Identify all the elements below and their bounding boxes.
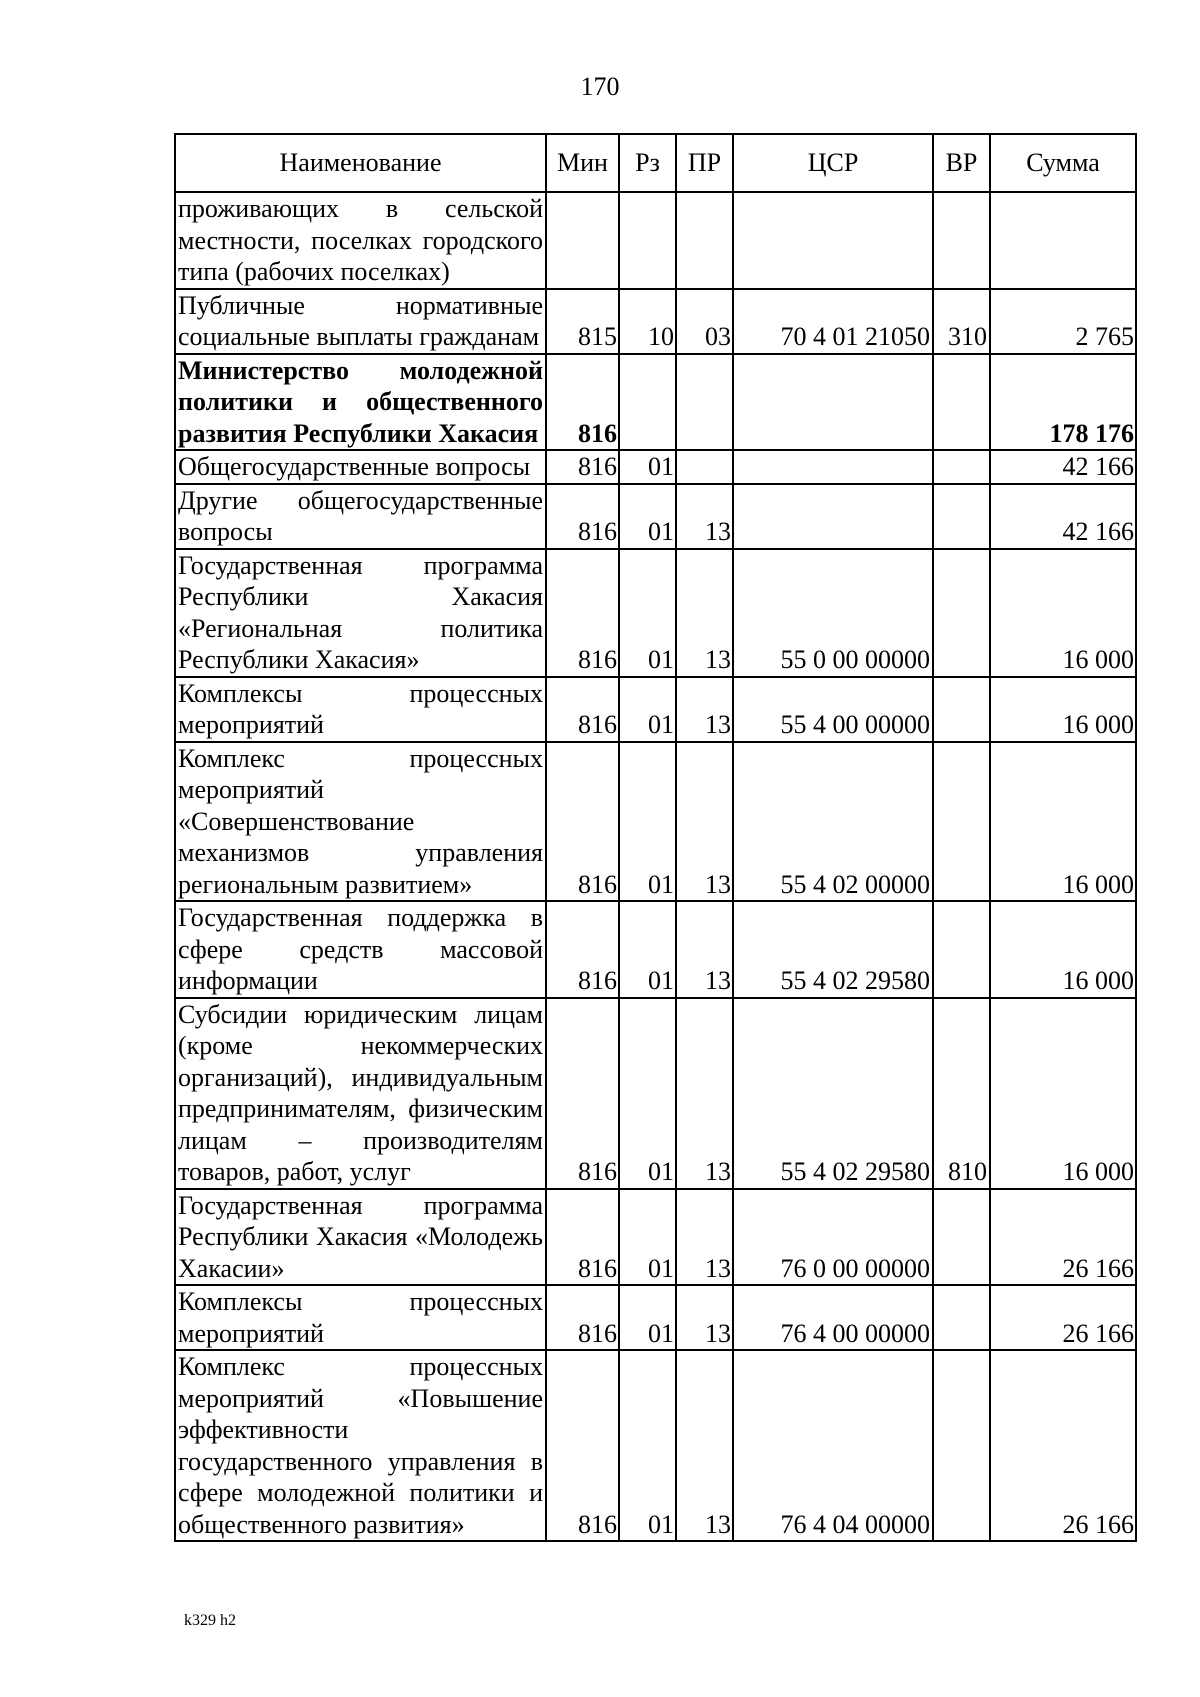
cell-name: проживающих в сельской местности, поселках городского типа (рабочих поселках) (175, 192, 546, 289)
cell-pr (676, 354, 733, 451)
table-row (175, 677, 1136, 742)
table-row (175, 354, 1136, 451)
cell-vr (933, 677, 990, 742)
cell-rz: 01 (619, 742, 676, 902)
cell-min: 816 (546, 1350, 619, 1541)
cell-vr (933, 1350, 990, 1541)
cell-vr: 310 (933, 289, 990, 354)
table-row (175, 450, 1136, 484)
cell-csr (733, 354, 933, 451)
cell-sum (990, 192, 1136, 289)
cell-sum: 26 166 (990, 1189, 1136, 1286)
cell-csr (733, 484, 933, 549)
cell-sum: 42 166 (990, 484, 1136, 549)
cell-pr: 13 (676, 484, 733, 549)
cell-csr (733, 192, 933, 289)
table-row (175, 192, 1136, 289)
table-row (175, 1285, 1136, 1350)
table-row (175, 484, 1136, 549)
header-name: Наименование (175, 134, 546, 192)
cell-name: Комплекс процессных мероприятий «Повышение эффективности государственного управления в сфере молодежной политики и общественного развития» (175, 1350, 546, 1541)
cell-min: 816 (546, 549, 619, 677)
table-header-row (175, 134, 1136, 192)
cell-sum: 16 000 (990, 998, 1136, 1189)
cell-rz: 01 (619, 1350, 676, 1541)
cell-name: Общегосударственные вопросы (175, 450, 546, 484)
cell-sum: 26 166 (990, 1285, 1136, 1350)
cell-rz (619, 354, 676, 451)
table-row (175, 901, 1136, 998)
cell-name: Публичные нормативные социальные выплаты гражданам (175, 289, 546, 354)
cell-name: Другие общегосударственные вопросы (175, 484, 546, 549)
cell-name: Государственная программа Республики Хакасия «Молодежь Хакасии» (175, 1189, 546, 1286)
header-rz: Рз (619, 134, 676, 192)
cell-min: 816 (546, 484, 619, 549)
cell-name: Комплексы процессных мероприятий (175, 677, 546, 742)
cell-sum: 42 166 (990, 450, 1136, 484)
cell-min: 816 (546, 998, 619, 1189)
cell-min: 816 (546, 677, 619, 742)
cell-csr: 76 4 04 00000 (733, 1350, 933, 1541)
cell-vr (933, 450, 990, 484)
cell-vr (933, 901, 990, 998)
cell-csr: 76 0 00 00000 (733, 1189, 933, 1286)
table-row (175, 549, 1136, 677)
cell-min: 816 (546, 1189, 619, 1286)
cell-pr: 13 (676, 1189, 733, 1286)
cell-rz: 01 (619, 484, 676, 549)
cell-rz: 01 (619, 901, 676, 998)
header-pr: ПР (676, 134, 733, 192)
cell-name: Комплексы процессных мероприятий (175, 1285, 546, 1350)
table-row (175, 742, 1136, 902)
cell-csr: 55 4 00 00000 (733, 677, 933, 742)
footer-code: k329 h2 (184, 1612, 236, 1629)
cell-csr: 70 4 01 21050 (733, 289, 933, 354)
cell-pr: 13 (676, 742, 733, 902)
cell-min: 815 (546, 289, 619, 354)
cell-sum: 16 000 (990, 742, 1136, 902)
cell-rz: 01 (619, 677, 676, 742)
cell-vr: 810 (933, 998, 990, 1189)
cell-rz: 01 (619, 450, 676, 484)
cell-min: 816 (546, 354, 619, 451)
cell-pr (676, 450, 733, 484)
cell-rz: 01 (619, 549, 676, 677)
cell-pr: 13 (676, 901, 733, 998)
cell-sum: 178 176 (990, 354, 1136, 451)
header-min: Мин (546, 134, 619, 192)
cell-pr: 13 (676, 1285, 733, 1350)
header-vr: ВР (933, 134, 990, 192)
cell-sum: 2 765 (990, 289, 1136, 354)
cell-csr: 55 4 02 29580 (733, 998, 933, 1189)
cell-rz: 10 (619, 289, 676, 354)
page-number: 170 (580, 72, 620, 101)
cell-sum: 16 000 (990, 677, 1136, 742)
cell-name: Министерство молодежной политики и общественного развития Республики Хакасия (175, 354, 546, 451)
cell-name: Комплекс процессных мероприятий «Совершенствование механизмов управления региональным развитием» (175, 742, 546, 902)
cell-pr: 13 (676, 549, 733, 677)
cell-pr (676, 192, 733, 289)
table-row (175, 998, 1136, 1189)
cell-vr (933, 549, 990, 677)
table-row (175, 1350, 1136, 1541)
cell-csr (733, 450, 933, 484)
cell-min: 816 (546, 450, 619, 484)
cell-pr: 03 (676, 289, 733, 354)
cell-min: 816 (546, 742, 619, 902)
cell-vr (933, 742, 990, 902)
cell-rz: 01 (619, 1189, 676, 1286)
cell-csr: 55 4 02 29580 (733, 901, 933, 998)
budget-table (174, 133, 1137, 1542)
table-row (175, 1189, 1136, 1286)
cell-vr (933, 354, 990, 451)
cell-min: 816 (546, 1285, 619, 1350)
cell-csr: 76 4 00 00000 (733, 1285, 933, 1350)
cell-name: Государственная поддержка в сфере средств массовой информации (175, 901, 546, 998)
table-body (175, 192, 1136, 1541)
cell-vr (933, 1285, 990, 1350)
cell-min (546, 192, 619, 289)
cell-csr: 55 0 00 00000 (733, 549, 933, 677)
cell-sum: 26 166 (990, 1350, 1136, 1541)
cell-pr: 13 (676, 677, 733, 742)
cell-pr: 13 (676, 1350, 733, 1541)
header-csr: ЦСР (733, 134, 933, 192)
cell-vr (933, 1189, 990, 1286)
cell-pr: 13 (676, 998, 733, 1189)
cell-rz: 01 (619, 998, 676, 1189)
cell-vr (933, 192, 990, 289)
cell-rz: 01 (619, 1285, 676, 1350)
cell-name: Государственная программа Республики Хакасия «Региональная политика Республики Хакасия» (175, 549, 546, 677)
cell-name: Субсидии юридическим лицам (кроме некоммерческих организаций), индивидуальным предпринимателям, физическим лицам – производителям товаров, работ, услуг (175, 998, 546, 1189)
cell-sum: 16 000 (990, 901, 1136, 998)
cell-min: 816 (546, 901, 619, 998)
cell-sum: 16 000 (990, 549, 1136, 677)
cell-vr (933, 484, 990, 549)
cell-csr: 55 4 02 00000 (733, 742, 933, 902)
table-row (175, 289, 1136, 354)
header-sum: Сумма (990, 134, 1136, 192)
cell-rz (619, 192, 676, 289)
